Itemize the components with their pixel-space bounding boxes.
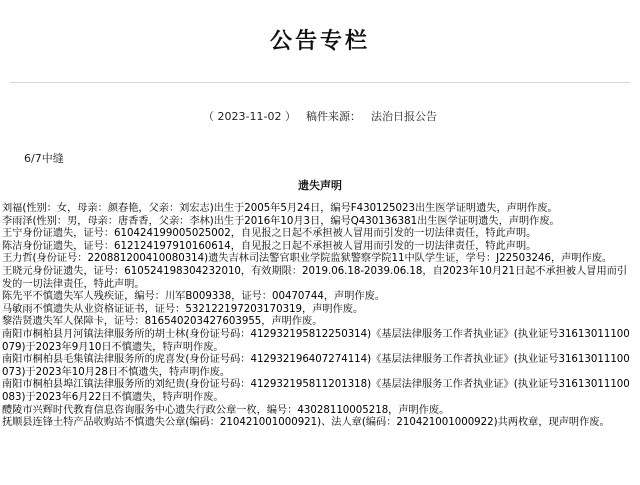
notice-item: 醴陵市兴辉时代教育信息咨询服务中心遗失行政公章一枚，编号：43028110005218，声明作废。 <box>2 404 450 416</box>
source-label: 稿件来源： <box>305 110 361 123</box>
notice-item: 南阳市桐柏县毛集镇法律服务所的虎喜发(身份证号码：412932196407274114)《基层法律服务工作者执业证》(执业证号31613011100073)于2023年10月28日不慎遗失，特声明作废。 <box>2 354 630 378</box>
notice-list <box>2 203 636 430</box>
notice-item: 马敏雨不慎遗失从业资格证证书，证号：532122197203170319，声明作废。 <box>2 303 364 315</box>
notice-item: 南阳市桐柏县月河镇法律服务所的胡士林(身份证号码：412932195812250314)《基层法律服务工作者执业证》(执业证号31613011100079)于2023年9月10日不慎遗失，特声明作废。 <box>2 328 630 353</box>
page-title: 公告专栏 <box>269 29 370 54</box>
notice-item: 陈洁身份证遗失，证号：612124197910160614，自见报之日起不承担被人冒用而引发的一切法律责任，特此声明。 <box>2 240 537 252</box>
notice-item: 李雨泽(性别：男，母亲：唐香香，父亲：李林)出生于2016年10月3日，编号Q430136381出生医学证明遗失，声明作废。 <box>2 215 560 227</box>
notice-heading: 遗失声明 <box>298 179 342 192</box>
notice-item: 刘福(性别：女，母亲：颜春艳，父亲：刘宏志)出生于2005年5月24日，编号F430125023出生医学证明遗失，声明作废。 <box>2 203 558 214</box>
source-value: 法治日报公告 <box>370 110 437 123</box>
publish-date: （ 2023-11-02 ） <box>203 110 296 123</box>
notice-item: 南阳市桐柏县埠江镇法律服务所的刘纪贵(身份证号码：412932195811201318)《基层法律服务工作者执业证》(执业证号31613011100083)于2023年6月22日不慎遗失，特声明作废。 <box>2 379 630 403</box>
notice-item: 陈先平不慎遗失军人残疾证，编号：川军B009338，证号：00470744，声明作废。 <box>2 291 385 303</box>
article-meta <box>0 108 640 124</box>
notice-item: 抚顺县连锋土特产品收购站不慎遗失公章(编码：210421001000921)、法人章(编码：210421001000922)共两枚章，现声明作废。 <box>2 417 610 429</box>
section-label: 6/7中缝 <box>24 152 64 165</box>
notice-item: 王宁身份证遗失，证号：610424199005025002，自见报之日起不承担被人冒用而引发的一切法律责任，特此声明。 <box>2 228 537 240</box>
notice-item: 黎浩贤遗失军人保障卡，证号：816540203427603955，声明作废。 <box>2 316 323 328</box>
title-divider <box>10 82 630 83</box>
notice-item: 王晓元身份证遗失，证号：610524198304232010，有效期限：2019.06.18-2039.06.18，自2023年10月21日起不承担被人冒用而引发的一切法律责任，特此声明。 <box>2 265 628 290</box>
notice-item: 王力哲(身份证号：220881200410080314)遗失吉林司法警官职业学院监狱警察学院11中队学生证，学号：J22503246，声明作废。 <box>2 253 613 265</box>
